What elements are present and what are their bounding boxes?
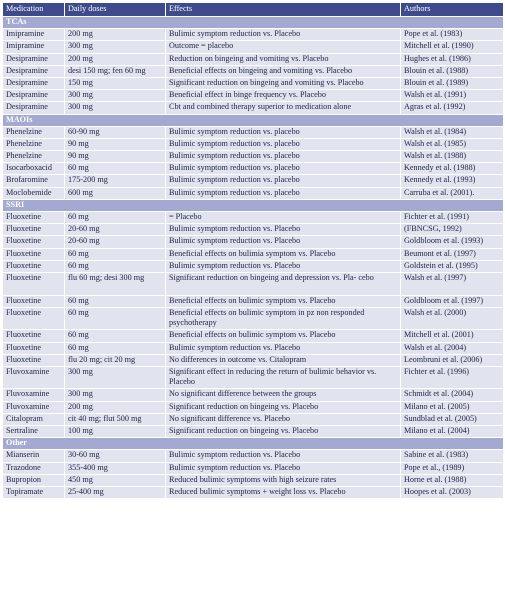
cell-medication: Brofaromine bbox=[3, 175, 65, 187]
cell-daily-doses: desi 150 mg; fen 60 mg bbox=[65, 65, 166, 77]
section-label: MAOIs bbox=[3, 114, 504, 126]
table-row bbox=[3, 413, 504, 425]
cell-daily-doses: 300 mg bbox=[65, 41, 166, 53]
table-row bbox=[3, 138, 504, 150]
header-row bbox=[3, 3, 504, 17]
section-label: SSRI bbox=[3, 199, 504, 211]
cell-medication: Imipramine bbox=[3, 41, 65, 53]
table-row bbox=[3, 426, 504, 438]
table-row bbox=[3, 401, 504, 413]
cell-authors: Milano et al. (2004) bbox=[401, 426, 504, 438]
cell-daily-doses: cit 40 mg; flut 500 mg bbox=[65, 413, 166, 425]
cell-effects: Significant reduction on bingeing vs. Placebo bbox=[166, 401, 401, 413]
cell-medication: Moclobemide bbox=[3, 187, 65, 199]
table-row bbox=[3, 474, 504, 486]
table-row bbox=[3, 462, 504, 474]
cell-effects: Bulimic symptom reduction vs. Placebo bbox=[166, 260, 401, 272]
cell-authors: Goldbloom et al. (1993) bbox=[401, 236, 504, 248]
cell-medication: Fluoxetine bbox=[3, 212, 65, 224]
medication-table bbox=[2, 2, 504, 499]
cell-effects: Bulimic symptom reduction vs. placebo bbox=[166, 126, 401, 138]
cell-authors: Leombruni et al. (2006) bbox=[401, 354, 504, 366]
cell-authors: Milano et al. (2005) bbox=[401, 401, 504, 413]
cell-daily-doses: 450 mg bbox=[65, 474, 166, 486]
cell-medication: Fluvoxamine bbox=[3, 366, 65, 389]
section-row bbox=[3, 199, 504, 211]
cell-medication: Trazodone bbox=[3, 462, 65, 474]
cell-authors: Walsh et al. (2004) bbox=[401, 342, 504, 354]
cell-daily-doses: 20-60 mg bbox=[65, 236, 166, 248]
table-row bbox=[3, 354, 504, 366]
table-header bbox=[3, 3, 504, 17]
table-row bbox=[3, 53, 504, 65]
cell-medication: Fluoxetine bbox=[3, 236, 65, 248]
table-row bbox=[3, 41, 504, 53]
cell-authors: Walsh et al. (1984) bbox=[401, 126, 504, 138]
cell-medication: Fluoxetine bbox=[3, 224, 65, 236]
cell-effects: Bulimic symptom reduction vs. Placebo bbox=[166, 224, 401, 236]
cell-medication: Fluoxetine bbox=[3, 307, 65, 330]
cell-effects: Outcome = placebo bbox=[166, 41, 401, 53]
cell-daily-doses: 150 mg bbox=[65, 77, 166, 89]
table-row bbox=[3, 175, 504, 187]
cell-daily-doses: 60 mg bbox=[65, 163, 166, 175]
cell-effects: Reduction on bingeing and vomiting vs. Placebo bbox=[166, 53, 401, 65]
cell-daily-doses: 90 mg bbox=[65, 151, 166, 163]
cell-authors: Kennedy et al. (1993) bbox=[401, 175, 504, 187]
cell-daily-doses: 90 mg bbox=[65, 138, 166, 150]
cell-authors: Agras et al. (1992) bbox=[401, 102, 504, 114]
cell-daily-doses: 300 mg bbox=[65, 90, 166, 102]
cell-effects: Bulimic symptom reduction vs. Placebo bbox=[166, 342, 401, 354]
cell-medication: Topiramate bbox=[3, 486, 65, 498]
cell-medication: Desipramine bbox=[3, 90, 65, 102]
cell-effects: Reduced bulimic symptoms + weight loss vs. Placebo bbox=[166, 486, 401, 498]
cell-daily-doses: 25-400 mg bbox=[65, 486, 166, 498]
cell-effects: Bulimic symptom reduction vs. Placebo bbox=[166, 462, 401, 474]
cell-effects: Beneficial effects on bulimia symptom vs. Placebo bbox=[166, 248, 401, 260]
cell-effects: = Placebo bbox=[166, 212, 401, 224]
cell-effects: Beneficial effects on bulimic symptom in pz non responded psychotherapy bbox=[166, 307, 401, 330]
cell-authors: Fichter et al. (1996) bbox=[401, 366, 504, 389]
cell-medication: Fluoxetine bbox=[3, 342, 65, 354]
cell-daily-doses: 60 mg bbox=[65, 248, 166, 260]
cell-authors: Beumont et al. (1997) bbox=[401, 248, 504, 260]
table-row bbox=[3, 236, 504, 248]
cell-authors: Kennedy et al. (1988) bbox=[401, 163, 504, 175]
table-row bbox=[3, 212, 504, 224]
table-row bbox=[3, 65, 504, 77]
cell-medication: Phenelzine bbox=[3, 138, 65, 150]
cell-daily-doses: 175-200 mg bbox=[65, 175, 166, 187]
cell-medication: Fluoxetine bbox=[3, 260, 65, 272]
table-body bbox=[3, 17, 504, 499]
cell-effects: Beneficial effects on bingeing and vomiting vs. Placebo bbox=[166, 65, 401, 77]
cell-authors: Pope et al., (1989) bbox=[401, 462, 504, 474]
section-label: TCAs bbox=[3, 17, 504, 29]
cell-authors: Goldstein et al. (1995) bbox=[401, 260, 504, 272]
cell-effects: Beneficial effect in binge frequency vs. Placebo bbox=[166, 90, 401, 102]
cell-medication: Fluoxetine bbox=[3, 248, 65, 260]
cell-effects: Beneficial effects on bulimic symptom vs. Placebo bbox=[166, 295, 401, 307]
cell-medication: Mianserin bbox=[3, 450, 65, 462]
cell-authors: Blouin et al. (1989) bbox=[401, 77, 504, 89]
cell-medication: Desipramine bbox=[3, 53, 65, 65]
cell-daily-doses: 200 mg bbox=[65, 53, 166, 65]
cell-authors: Mitchell et al. (1990) bbox=[401, 41, 504, 53]
cell-effects: Bulimic symptom reduction vs. placebo bbox=[166, 163, 401, 175]
cell-daily-doses: flu 60 mg; desi 300 mg bbox=[65, 272, 166, 295]
table-row bbox=[3, 295, 504, 307]
table-row bbox=[3, 187, 504, 199]
cell-effects: No significant difference between the groups bbox=[166, 389, 401, 401]
cell-medication: Phenelzine bbox=[3, 126, 65, 138]
cell-effects: Significant reduction on bingeing and vomiting vs. Placebo bbox=[166, 77, 401, 89]
cell-authors: Hughes et al. (1986) bbox=[401, 53, 504, 65]
cell-effects: Bulimic symptom reduction vs. placebo bbox=[166, 138, 401, 150]
cell-medication: Bupropion bbox=[3, 474, 65, 486]
table-row bbox=[3, 151, 504, 163]
cell-medication: Desipramine bbox=[3, 77, 65, 89]
cell-effects: Significant reduction on bingeing and depression vs. Pla- cebo bbox=[166, 272, 401, 295]
cell-medication: Isocarboxacid bbox=[3, 163, 65, 175]
cell-daily-doses: 355-400 mg bbox=[65, 462, 166, 474]
cell-medication: Desipramine bbox=[3, 65, 65, 77]
cell-daily-doses: 100 mg bbox=[65, 426, 166, 438]
cell-authors: Walsh et al. (1988) bbox=[401, 151, 504, 163]
cell-daily-doses: 60 mg bbox=[65, 260, 166, 272]
cell-medication: Fluvoxamine bbox=[3, 401, 65, 413]
cell-authors: Schmidt et al. (2004) bbox=[401, 389, 504, 401]
table-row bbox=[3, 450, 504, 462]
table-row bbox=[3, 90, 504, 102]
table-row bbox=[3, 163, 504, 175]
cell-effects: Bulimic symptom reduction vs. Placebo bbox=[166, 236, 401, 248]
table-row bbox=[3, 307, 504, 330]
table-row bbox=[3, 248, 504, 260]
table-row bbox=[3, 126, 504, 138]
table-row bbox=[3, 260, 504, 272]
cell-authors: Goldbloom et al. (1997) bbox=[401, 295, 504, 307]
cell-daily-doses: 600 mg bbox=[65, 187, 166, 199]
cell-medication: Desipramine bbox=[3, 102, 65, 114]
section-row bbox=[3, 438, 504, 450]
header-daily-doses: Daily doses bbox=[65, 3, 166, 17]
cell-daily-doses: 200 mg bbox=[65, 29, 166, 41]
table-row bbox=[3, 102, 504, 114]
cell-daily-doses: 20-60 mg bbox=[65, 224, 166, 236]
cell-authors: Walsh et al. (2000) bbox=[401, 307, 504, 330]
cell-effects: Bulimic symptom reduction vs. placebo bbox=[166, 175, 401, 187]
cell-medication: Sertraline bbox=[3, 426, 65, 438]
cell-daily-doses: 60-90 mg bbox=[65, 126, 166, 138]
table-row bbox=[3, 29, 504, 41]
cell-effects: Bulimic symptom reduction vs. placebo bbox=[166, 187, 401, 199]
cell-authors: Walsh et al. (1991) bbox=[401, 90, 504, 102]
cell-medication: Phenelzine bbox=[3, 151, 65, 163]
section-label: Other bbox=[3, 438, 504, 450]
cell-medication: Citalopram bbox=[3, 413, 65, 425]
cell-daily-doses: 300 mg bbox=[65, 102, 166, 114]
cell-authors: Pope et al. (1983) bbox=[401, 29, 504, 41]
table-row bbox=[3, 330, 504, 342]
cell-effects: Significant reduction on bingeing vs. Placebo bbox=[166, 426, 401, 438]
cell-authors: Carruba et al. (2001). bbox=[401, 187, 504, 199]
table-row bbox=[3, 366, 504, 389]
cell-daily-doses: 30-60 mg bbox=[65, 450, 166, 462]
medication-table-container bbox=[2, 2, 503, 499]
cell-daily-doses: 60 mg bbox=[65, 212, 166, 224]
cell-authors: Mitchell et al. (2001) bbox=[401, 330, 504, 342]
header-effects: Effects bbox=[166, 3, 401, 17]
cell-authors: Sundblad et al. (2005) bbox=[401, 413, 504, 425]
table-row bbox=[3, 389, 504, 401]
cell-medication: Fluoxetine bbox=[3, 295, 65, 307]
cell-authors: Fichter et al. (1991) bbox=[401, 212, 504, 224]
cell-daily-doses: 60 mg bbox=[65, 307, 166, 330]
cell-daily-doses: 300 mg bbox=[65, 366, 166, 389]
table-row bbox=[3, 224, 504, 236]
cell-effects: No differences in outcome vs. Citalopram bbox=[166, 354, 401, 366]
cell-effects: Significant effect in reducing the return of bulimic behavior vs. Placebo bbox=[166, 366, 401, 389]
cell-effects: Beneficial effects on bulimic symptom vs. Placebo bbox=[166, 330, 401, 342]
cell-daily-doses: 200 mg bbox=[65, 401, 166, 413]
cell-authors: Walsh et al. (1997) bbox=[401, 272, 504, 295]
header-medication: Medication bbox=[3, 3, 65, 17]
cell-authors: Sabine et al. (1983) bbox=[401, 450, 504, 462]
cell-medication: Fluoxetine bbox=[3, 330, 65, 342]
cell-medication: Fluoxetine bbox=[3, 354, 65, 366]
cell-authors: (FBNCSG, 1992) bbox=[401, 224, 504, 236]
cell-effects: Bulimic symptom reduction vs. placebo bbox=[166, 151, 401, 163]
cell-authors: Walsh et al. (1985) bbox=[401, 138, 504, 150]
cell-effects: Bulimic symptom reduction vs. Placebo bbox=[166, 29, 401, 41]
cell-effects: Cbt and combined therapy superior to medication alone bbox=[166, 102, 401, 114]
header-authors: Authors bbox=[401, 3, 504, 17]
cell-authors: Blouin et al. (1988) bbox=[401, 65, 504, 77]
cell-daily-doses: 60 mg bbox=[65, 295, 166, 307]
cell-medication: Fluoxetine bbox=[3, 272, 65, 295]
cell-effects: Bulimic symptom reduction vs. Placebo bbox=[166, 450, 401, 462]
table-row bbox=[3, 272, 504, 295]
cell-effects: Reduced bulimic symptoms with high seizure rates bbox=[166, 474, 401, 486]
section-row bbox=[3, 114, 504, 126]
cell-daily-doses: flu 20 mg; cit 20 mg bbox=[65, 354, 166, 366]
table-row bbox=[3, 77, 504, 89]
section-row bbox=[3, 17, 504, 29]
cell-daily-doses: 60 mg bbox=[65, 342, 166, 354]
cell-daily-doses: 300 mg bbox=[65, 389, 166, 401]
cell-medication: Fluvoxamine bbox=[3, 389, 65, 401]
cell-medication: Imipramine bbox=[3, 29, 65, 41]
table-row bbox=[3, 342, 504, 354]
cell-authors: Horne et al. (1988) bbox=[401, 474, 504, 486]
cell-authors: Hoopes et al. (2003) bbox=[401, 486, 504, 498]
cell-daily-doses: 60 mg bbox=[65, 330, 166, 342]
table-row bbox=[3, 486, 504, 498]
cell-effects: No significant difference vs. Placebo bbox=[166, 413, 401, 425]
